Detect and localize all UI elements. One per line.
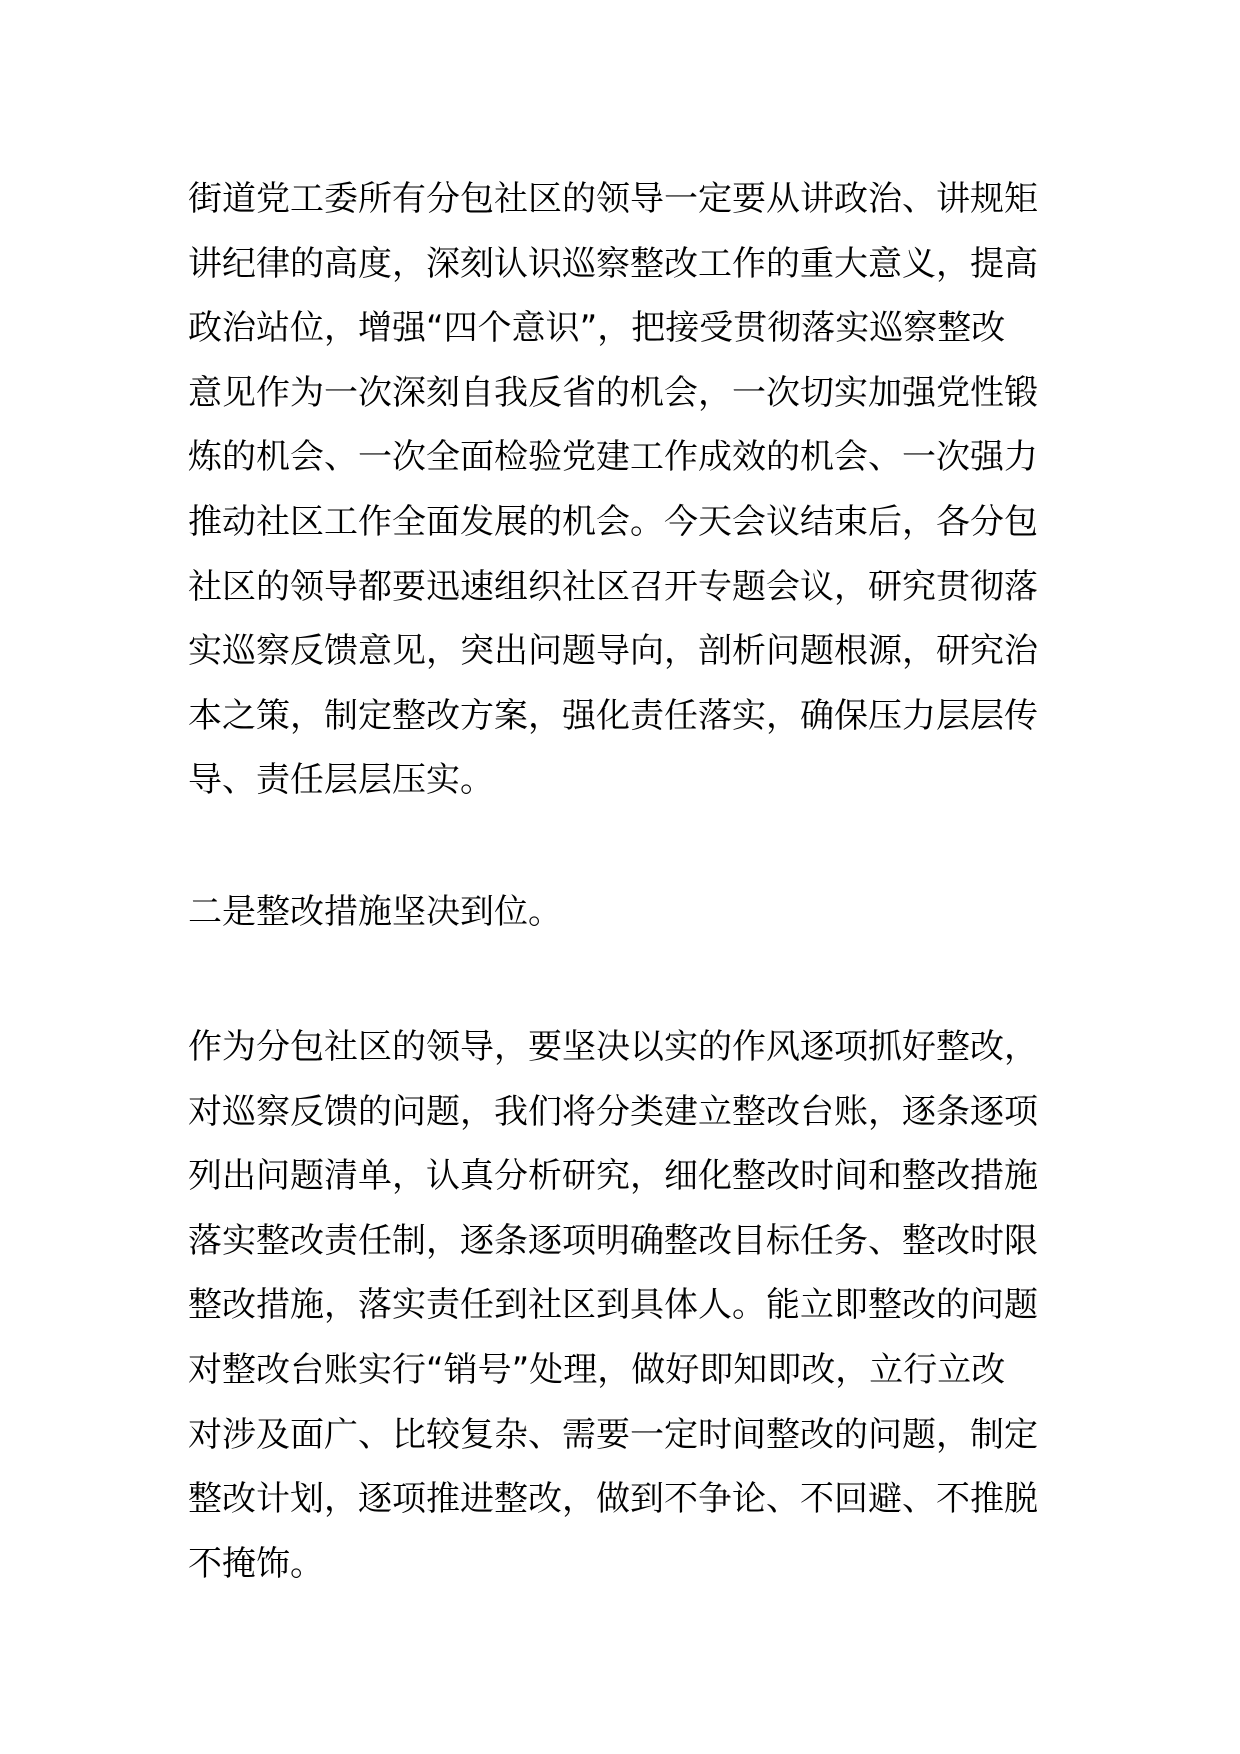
- text-line: 不掩饰。: [188, 1543, 324, 1584]
- text-line: 整改计划，逐项推进整改，做到不争论、不回避、不推脱: [188, 1479, 1038, 1520]
- text-line: 整改措施，落实责任到社区到具体人。能立即整改的问题: [188, 1285, 1038, 1326]
- paragraph-rectification-details: [188, 1015, 1038, 1596]
- text-line: 讲纪律的高度，深刻认识巡察整改工作的重大意义，提高: [188, 243, 1038, 284]
- text-line: 实巡察反馈意见，突出问题导向，剖析问题根源，研究治: [188, 631, 1038, 672]
- text-line: 炼的机会、一次全面检验党建工作成效的机会、一次强力: [188, 437, 1038, 478]
- text-line: 街道党工委所有分包社区的领导一定要从讲政治、讲规矩: [188, 179, 1038, 219]
- text-line: 对涉及面广、比较复杂、需要一定时间整改的问题，制定: [188, 1414, 1038, 1455]
- text-line: 落实整改责任制，逐条逐项明确整改目标任务、整改时限: [188, 1220, 1038, 1261]
- text-line: 意见作为一次深刻自我反省的机会，一次切实加强党性锻: [188, 372, 1038, 413]
- text-line: 导、责任层层压实。: [188, 760, 494, 801]
- text-line: 对整改台账实行“销号”处理，做好即知即改，立行立改: [188, 1349, 1006, 1390]
- text-line: 作为分包社区的领导，要坚决以实的作风逐项抓好整改，: [188, 1027, 1038, 1067]
- text-line: 社区的领导都要迅速组织社区召开专题会议，研究贯彻落: [188, 566, 1038, 607]
- text-line: 对巡察反馈的问题，我们将分类建立整改台账，逐条逐项: [188, 1091, 1038, 1132]
- text-line: 政治站位，增强“四个意识”，把接受贯彻落实巡察整改: [188, 308, 1006, 349]
- text-line: 列出问题清单，认真分析研究，细化整改时间和整改措施: [188, 1156, 1038, 1197]
- heading-line: 二是整改措施坚决到位。: [188, 892, 562, 932]
- text-line: 推动社区工作全面发展的机会。今天会议结束后，各分包: [188, 501, 1038, 542]
- section-heading-rectification-measures: [188, 880, 562, 945]
- paragraph-leadership-responsibility: [188, 167, 1038, 813]
- text-line: 本之策，制定整改方案，强化责任落实，确保压力层层传: [188, 695, 1038, 736]
